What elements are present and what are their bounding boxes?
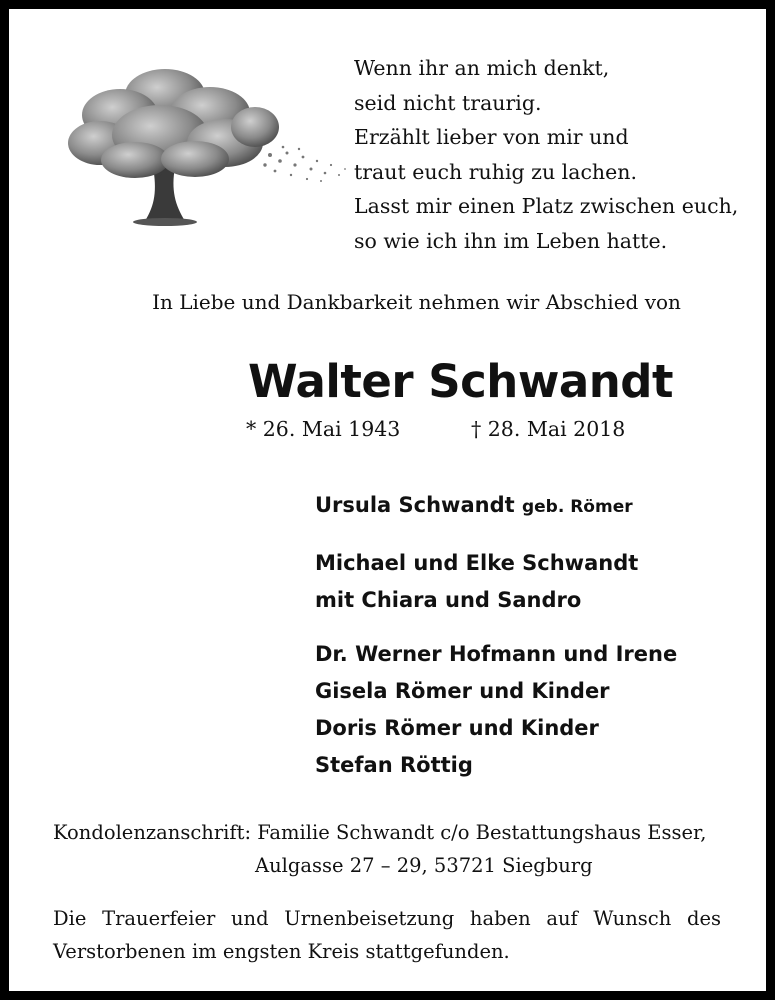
deceased-name: Walter Schwandt [248,355,674,408]
tree-illustration [65,55,355,235]
mourner-line: Michael und Elke Schwandt [315,551,639,575]
poem-line: Lasst mir einen Platz zwischen euch, [354,194,739,218]
intro-text: In Liebe und Dankbarkeit nehmen wir Abschied von [152,290,681,314]
spouse-maiden-name: geb. Römer [521,497,633,517]
poem [354,51,738,258]
mourner-line: Gisela Römer und Kinder [315,679,610,703]
poem-line: so wie ich ihn im Leben hatte. [354,228,668,253]
ceremony-note: Die Trauerfeier und Urnenbeisetzung haben auf Wunsch des Verstorbenen im engsten Kreis stattgefunden. [53,907,721,963]
mourner-line: mit Chiara und Sandro [315,588,582,612]
mourner-line: Doris Römer und Kinder [315,716,599,740]
condolence-address-line1: Kondolenzanschrift: Familie Schwandt c/o Bestattungshaus Esser, [53,821,707,844]
poem-line: Wenn ihr an mich denkt, [354,56,610,80]
condolence-address-line2: Aulgasse 27 – 29, 53721 Siegburg [255,854,593,877]
poem-line: traut euch ruhig zu lachen. [354,159,637,184]
mourner-line: Stefan Röttig [315,753,473,777]
mourner-line: Dr. Werner Hofmann und Irene [315,642,678,666]
poem-line: seid nicht traurig. [354,90,542,115]
spouse-name: Ursula Schwandt [315,493,515,517]
mourners-list [315,487,677,784]
poem-line: Erzählt lieber von mir und [354,125,629,149]
birth-date: * 26. Mai 1943 [246,417,401,441]
mourner-spouse [315,487,677,526]
death-date: † 28. Mai 2018 [471,417,626,441]
